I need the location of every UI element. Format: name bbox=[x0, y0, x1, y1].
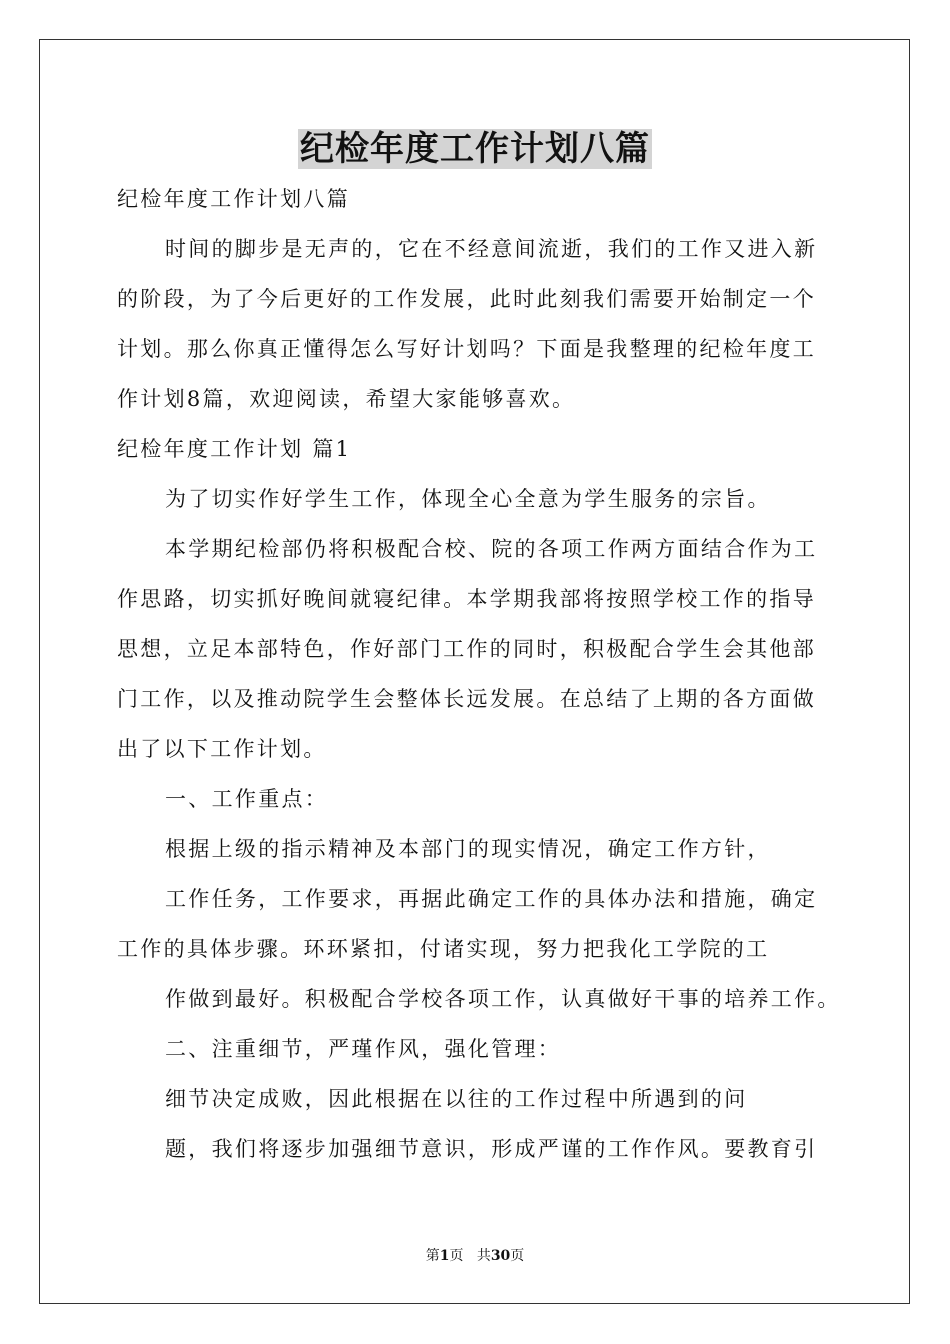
paragraph-line: 门工作，以及推动院学生会整体长远发展。在总结了上期的各方面做 bbox=[117, 687, 816, 711]
paragraph-line: 工作任务，工作要求，再据此确定工作的具体办法和措施，确定 bbox=[165, 887, 818, 911]
paragraph-line: 作计划8篇，欢迎阅读，希望大家能够喜欢。 bbox=[117, 387, 576, 411]
paragraph-line: 细节决定成败，因此根据在以往的工作过程中所遇到的问 bbox=[165, 1087, 748, 1111]
total-label-suffix: 页 bbox=[510, 1248, 525, 1264]
paragraph-line: 计划。那么你真正懂得怎么写好计划吗？下面是我整理的纪检年度工 bbox=[117, 337, 816, 361]
paragraph-line: 的阶段，为了今后更好的工作发展，此时此刻我们需要开始制定一个 bbox=[117, 287, 816, 311]
paragraph-line: 作做到最好。积极配合学校各项工作，认真做好干事的培养工作。 bbox=[165, 987, 841, 1011]
page-border bbox=[39, 39, 910, 1304]
total-label-prefix: 共 bbox=[476, 1248, 491, 1264]
paragraph-line: 本学期纪检部仍将积极配合校、院的各项工作两方面结合作为工 bbox=[165, 537, 818, 561]
page-label-suffix: 页 bbox=[449, 1248, 464, 1264]
section-heading: 纪检年度工作计划 篇1 bbox=[117, 437, 352, 461]
document-title-text: 纪检年度工作计划八篇 bbox=[300, 129, 650, 169]
paragraph-line: 思想，立足本部特色，作好部门工作的同时，积极配合学生会其他部 bbox=[117, 637, 816, 661]
paragraph-line: 为了切实作好学生工作，体现全心全意为学生服务的宗旨。 bbox=[165, 487, 771, 511]
list-heading: 二、注重细节，严瑾作风，强化管理： bbox=[165, 1037, 562, 1061]
paragraph-line: 出了以下工作计划。 bbox=[117, 737, 327, 761]
paragraph-line: 工作的具体步骤。环环紧扣，付诸实现，努力把我化工学院的工 bbox=[117, 937, 770, 961]
page-footer bbox=[0, 1246, 950, 1266]
paragraph-line: 题，我们将逐步加强细节意识，形成严谨的工作作风。要教育引 bbox=[165, 1137, 818, 1161]
total-pages: 30 bbox=[490, 1248, 511, 1264]
document-title bbox=[0, 124, 950, 174]
paragraph-line: 作思路，切实抓好晚间就寝纪律。本学期我部将按照学校工作的指导 bbox=[117, 587, 816, 611]
subtitle-line: 纪检年度工作计划八篇 bbox=[117, 187, 350, 211]
paragraph-line: 时间的脚步是无声的，它在不经意间流逝，我们的工作又进入新 bbox=[165, 237, 818, 261]
page-number: 1 bbox=[439, 1248, 450, 1264]
paragraph-line: 根据上级的指示精神及本部门的现实情况，确定工作方针， bbox=[165, 837, 771, 861]
page-label-prefix: 第 bbox=[425, 1248, 440, 1264]
list-heading: 一、工作重点： bbox=[165, 787, 329, 811]
